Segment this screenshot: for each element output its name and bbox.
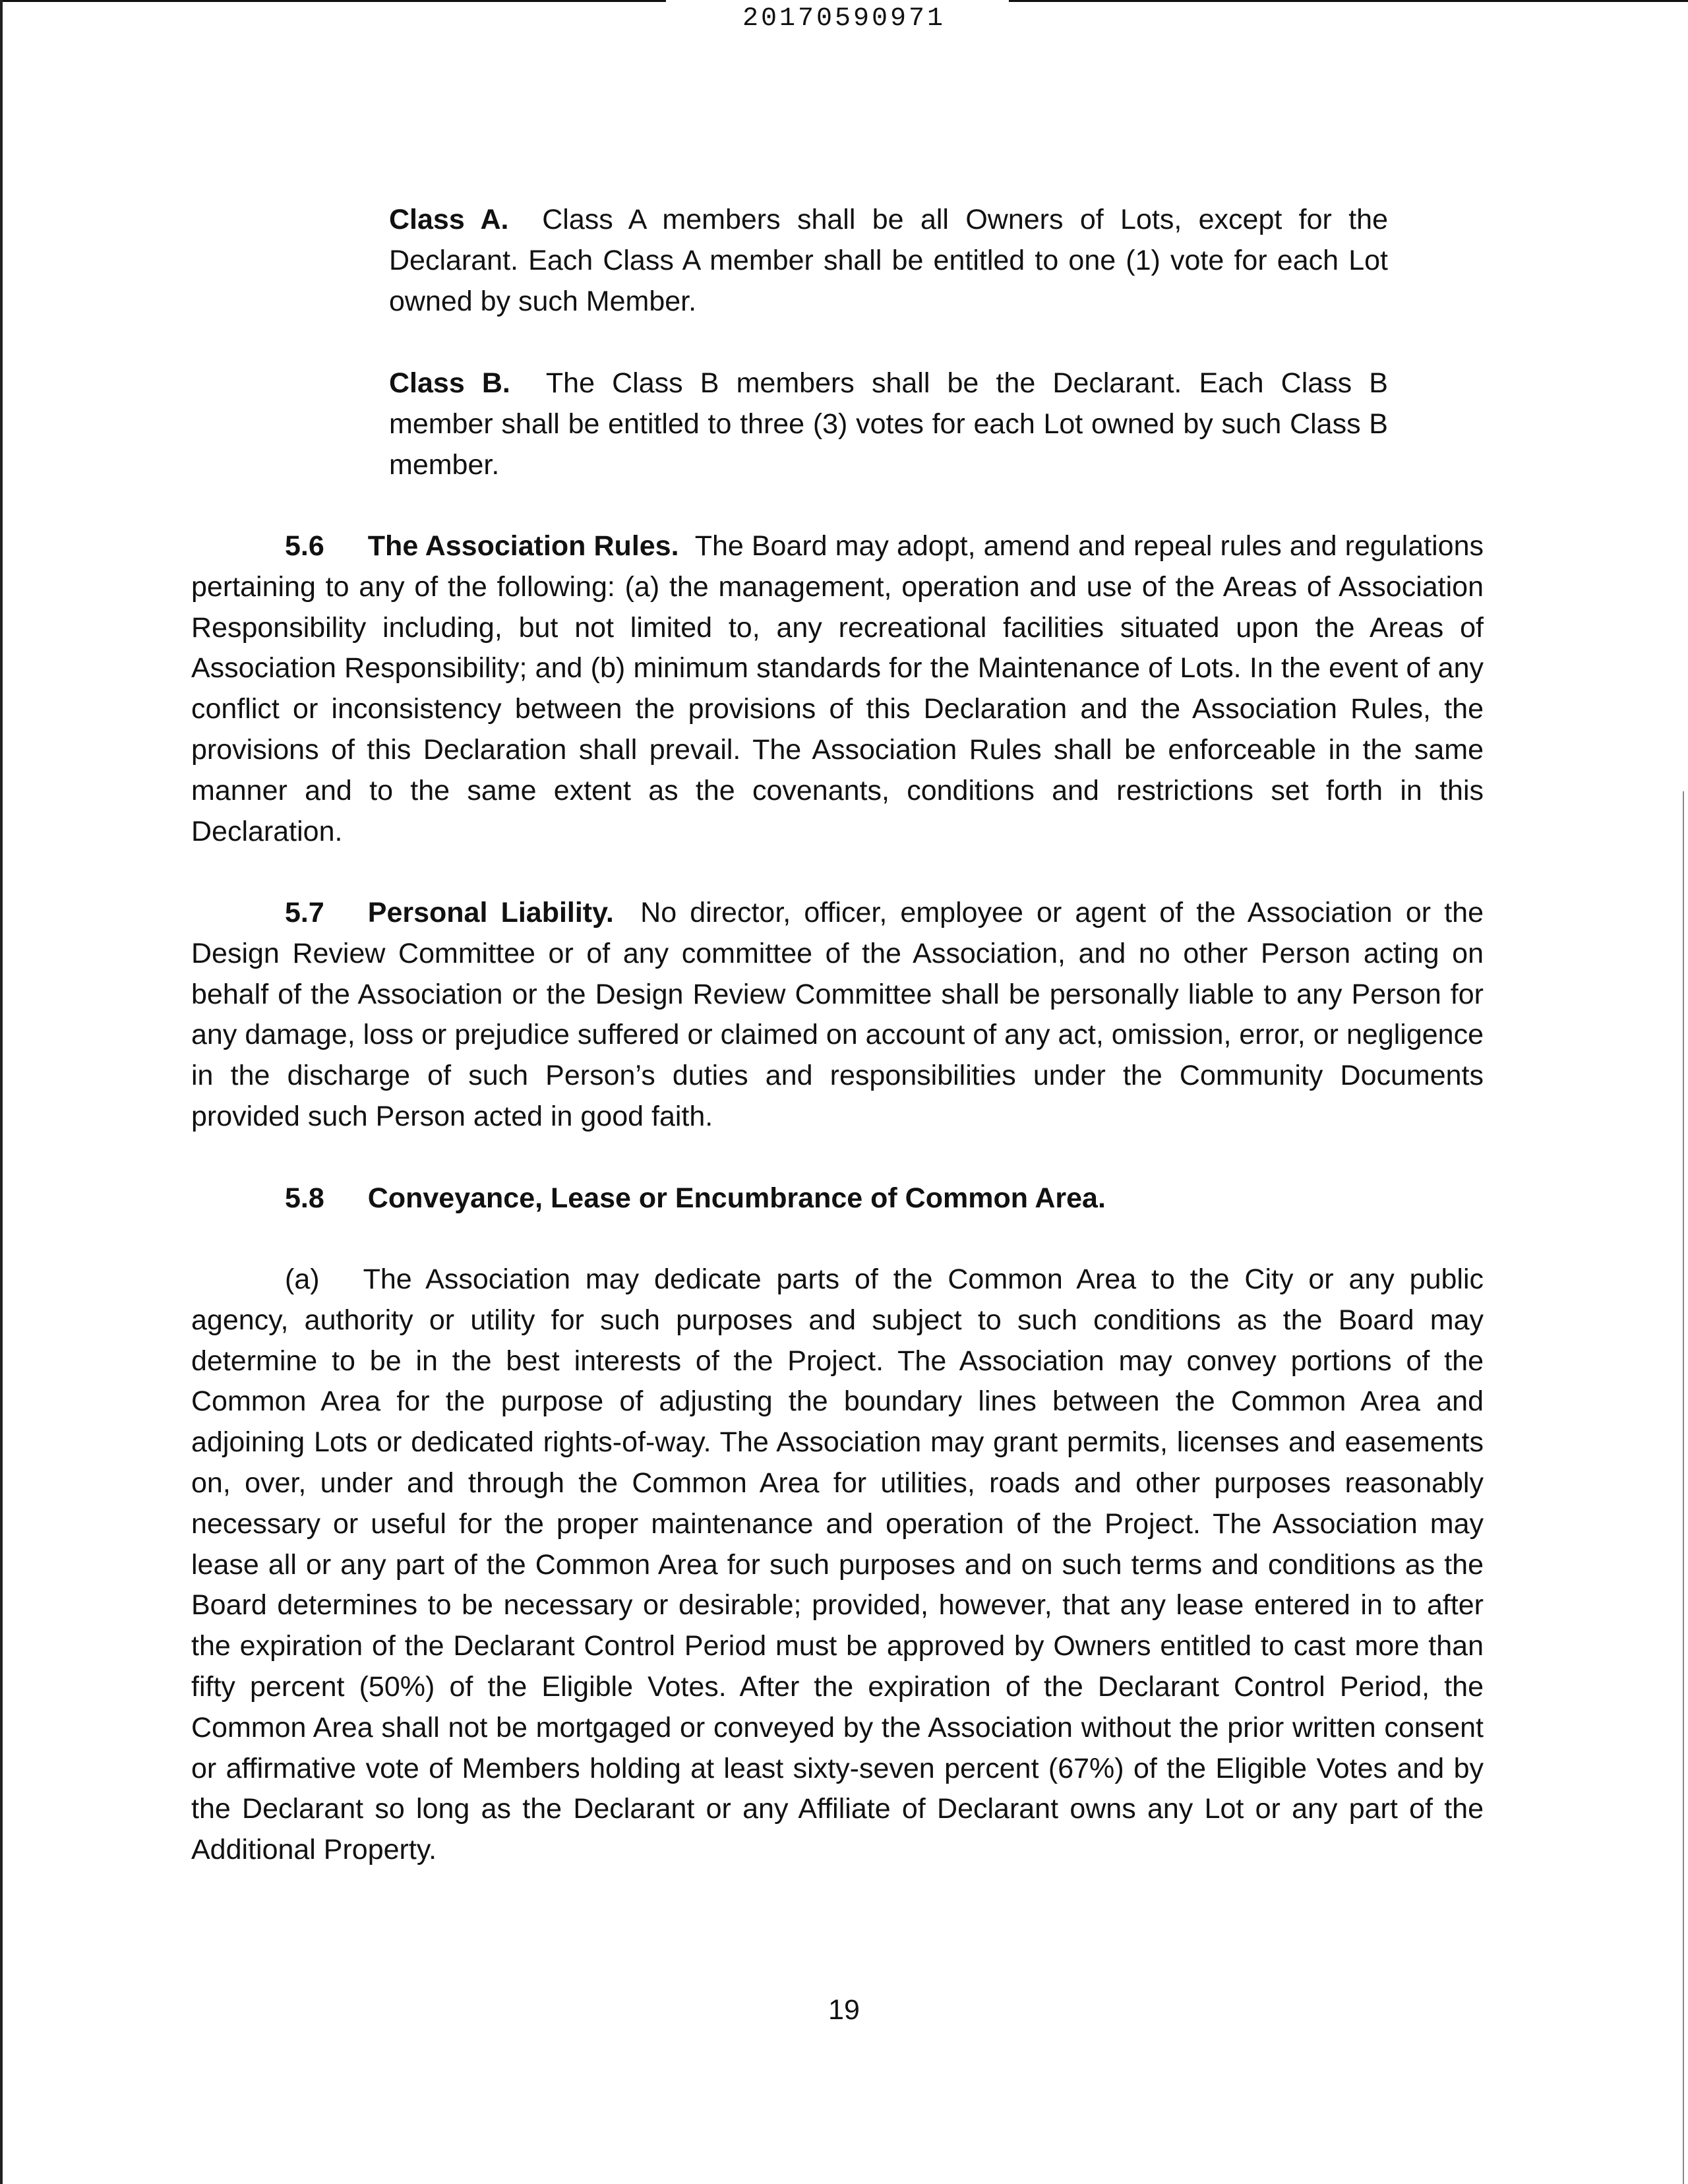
class-a-text: Class A members shall be all Owners of Lots, except for the Declarant. Each Class A member shall be entitled to one (1) vote for each Lot owned by such Member. [389,204,1388,317]
section-5-6-heading: The Association Rules. [367,530,679,562]
top-border-left [0,0,666,2]
class-b-text: The Class B members shall be the Declarant. Each Class B member shall be entitled to three (3) votes for each Lot owned by such Class B member. [389,367,1388,481]
class-b-paragraph [389,363,1388,485]
class-a-label: Class A. [389,204,509,235]
section-5-7-text: No director, officer, employee or agent of the Association or the Design Review Committee or of any committee of the Association, and no other Person acting on behalf of the Association or the Design Review Committee shall be personally liable to any Person for any damage, loss or prejudice suffered or claimed on account of any act, omission, error, or negligence in the discharge of such Person’s duties and responsibilities under the Community Documents provided such Person acted in good faith. [191,897,1484,1132]
page-number: 19 [828,1994,860,2026]
section-5-8-a-label: (a) [285,1263,320,1295]
section-5-6-text: The Board may adopt, amend and repeal rules and regulations pertaining to any of the following: (a) the management, operation and use of the Areas of Association Responsibility including, but not limited to, any recreational facilities situated upon the Areas of Association Responsibility; and (b) minimum standards for the Maintenance of Lots. In the event of any conflict or inconsistency between the provisions of this Declaration and the Association Rules, the provisions of this Declaration shall prevail. The Association Rules shall be enforceable in the same manner and to the same extent as the covenants, conditions and restrictions set forth in this Declaration. [191,530,1484,847]
section-5-8-heading: Conveyance, Lease or Encumbrance of Common Area. [367,1182,1106,1214]
document-number: 20170590971 [742,4,946,34]
section-5-8-a-text: The Association may dedicate parts of the Common Area to the City or any public agency, authority or utility for such purposes and subject to such conditions as the Board may determine to be in the best interests of the Project. The Association may convey portions of the Common Area for the purpose of adjusting the boundary lines between the Common Area and adjoining Lots or dedicated rights-of-way. The Association may grant permits, licenses and easements on, over, under and through the Common Area for utilities, roads and other purposes reasonably necessary or useful for the proper maintenance and operation of the Project. The Association may lease all or any part of the Common Area for such purposes and on such terms and conditions as the Board determines to be necessary or desirable; provided, however, that any lease entered in to after the expiration of the Declarant Control Period must be approved by Owners entitled to cast more than fifty percent (50%) of the Eligible Votes. After the expiration of the Declarant Control Period, the Common Area shall not be mortgaged or conveyed by the Association without the prior written consent or affirmative vote of Members holding at least sixty-seven percent (67%) of the Eligible Votes and by the Declarant so long as the Declarant or any Affiliate of Declarant owns any Lot or any part of the Additional Property. [191,1263,1484,1866]
section-5-7-number: 5.7 [285,897,324,928]
scan-left-edge [0,0,3,2184]
scan-right-edge [1683,791,1684,2184]
class-a-paragraph [389,199,1388,322]
section-5-6 [191,526,1484,852]
section-5-8-a [191,1259,1484,1871]
top-border-right [1009,0,1688,2]
section-5-8-heading-line [191,1178,1484,1219]
section-5-7 [191,893,1484,1138]
class-b-label: Class B. [389,367,510,399]
section-5-8-number: 5.8 [285,1182,324,1214]
section-5-6-number: 5.6 [285,530,324,562]
section-5-7-heading: Personal Liability. [367,897,614,928]
